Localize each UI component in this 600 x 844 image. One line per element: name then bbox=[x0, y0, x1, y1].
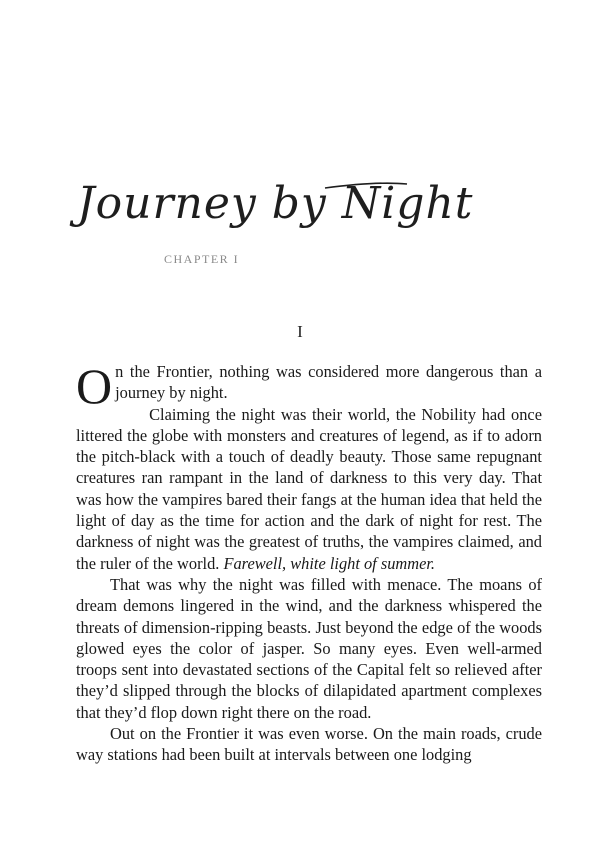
drop-cap: O bbox=[76, 358, 113, 414]
paragraph bbox=[76, 404, 542, 574]
chapter-title bbox=[75, 170, 474, 250]
section-number: I bbox=[297, 322, 303, 341]
paragraph-text: That was why the night was filled with menace. The moans of dream demons lingered in the wind, and the darkness whispered the threats of dimension-ripping beasts. Just beyond the edge of the woods glowed eyes the color of jasper. So many eyes. Even well-armed troops sent into devastated sections of the Capital felt so relieved after they’d slipped through the blocks of dilapidated apartment complexes that they’d flop down right there on the road. bbox=[76, 574, 542, 722]
paragraph-text: Out on the Frontier it was even worse. On the main roads, crude way stations had been built at intervals between one lodging bbox=[76, 724, 542, 765]
body-text bbox=[76, 358, 542, 766]
paragraph bbox=[76, 358, 542, 414]
chapter-title-text: Journey by Night bbox=[77, 178, 474, 229]
paragraph-text: Claiming the night was their world, the Nobility had once littered the globe with monsters and creatures of legend, as if to adorn the pitch-black with a touch of deadly beauty. Those same repugnant creatures ran rampant in the land of darkness to this very day. That was how the vampires bared their fangs at the human idea that held the light of day as the time for action and the dark of night for rest. The darkness of night was the greatest of truths, the vampires claimed, and the ruler of the world. bbox=[76, 404, 542, 573]
paragraph bbox=[76, 574, 542, 723]
paragraph bbox=[76, 723, 542, 766]
chapter-label: CHAPTER I bbox=[164, 252, 240, 266]
paragraph-text: n the Frontier, nothing was considered more dangerous than a journey by night. bbox=[115, 362, 542, 403]
paragraph-italic-text: Farewell, white light of summer. bbox=[223, 553, 436, 573]
